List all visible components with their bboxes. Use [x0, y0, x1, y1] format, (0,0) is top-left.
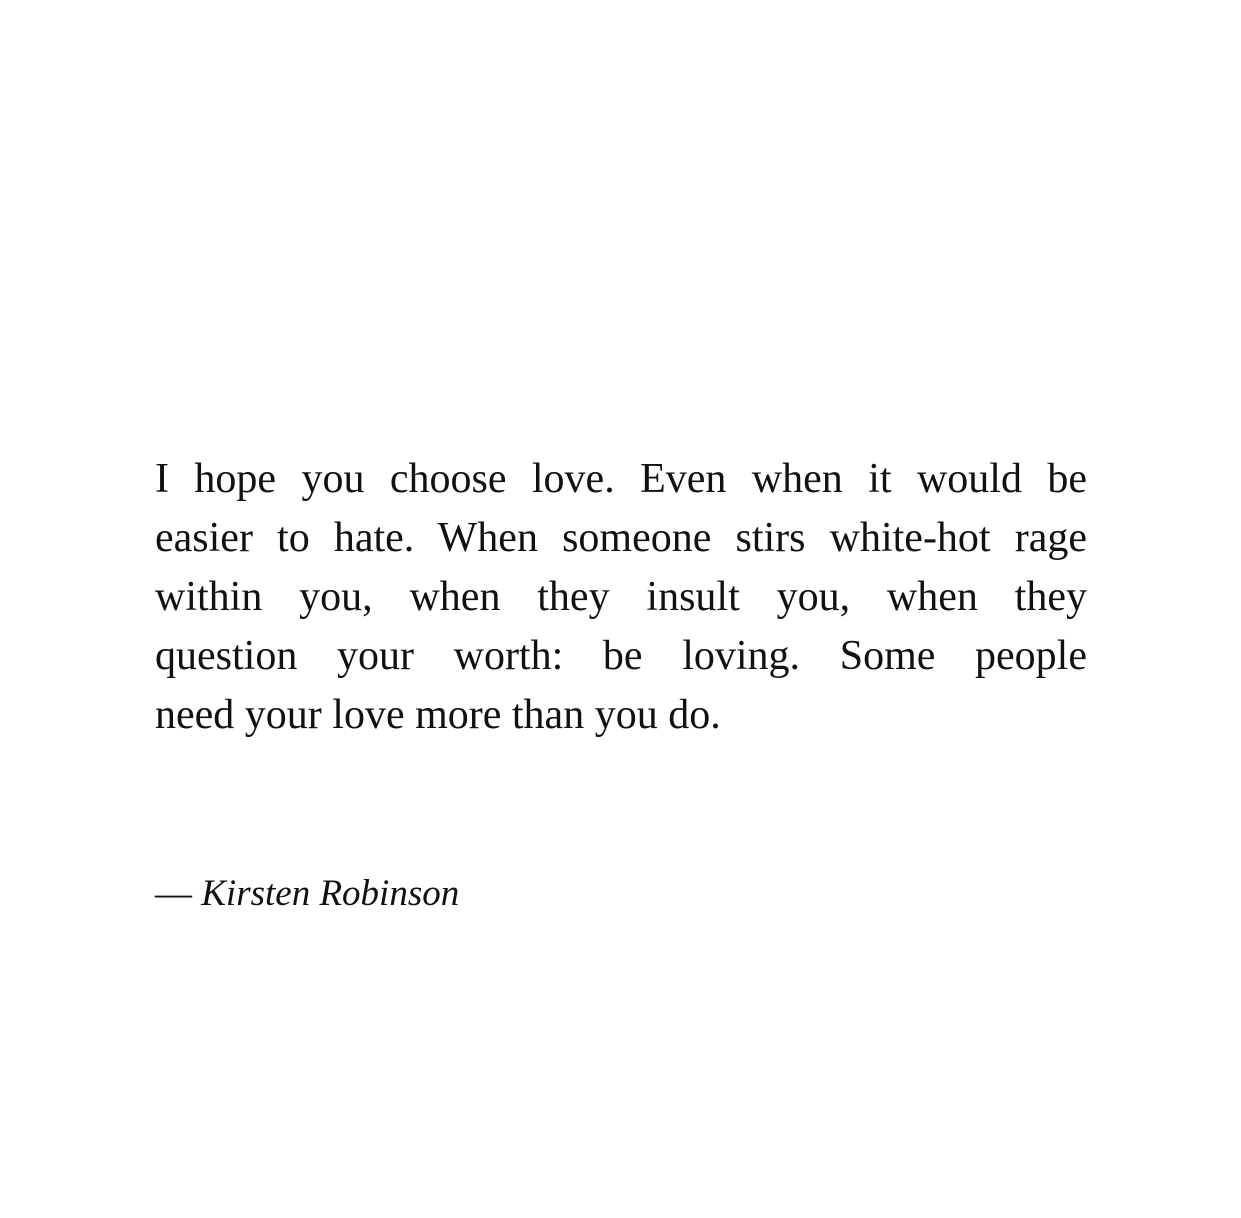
quote-text	[155, 450, 1087, 745]
quote-line-4: question your worth: be loving. Some people	[155, 633, 1087, 679]
quote-line-3: within you, when they insult you, when they	[155, 574, 1087, 620]
attribution-dash: —	[155, 873, 192, 914]
quote-line-1: I hope you choose love. Even when it would be	[155, 456, 1087, 502]
attribution	[155, 872, 459, 916]
author-name: Kirsten Robinson	[201, 873, 460, 914]
quote-line-2: easier to hate. When someone stirs white-hot rage	[155, 515, 1087, 561]
quote-line-5: need your love more than you do.	[155, 692, 721, 738]
